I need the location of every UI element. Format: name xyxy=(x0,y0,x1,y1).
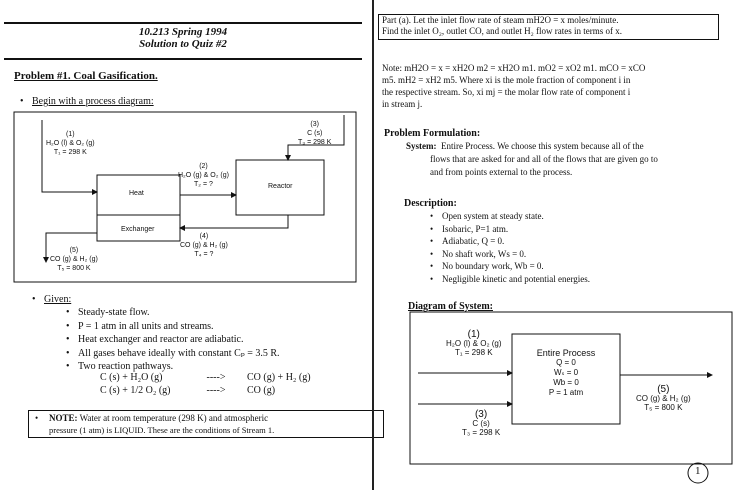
stream2-num: (2) xyxy=(199,163,208,170)
sys-stream3-label xyxy=(462,410,500,437)
system-diagram xyxy=(372,0,748,490)
sys-s1-num: (1) xyxy=(467,329,480,340)
reaction2-rhs: CO (g) xyxy=(247,385,276,396)
heat-label: Heat xyxy=(129,190,144,197)
stream3-label xyxy=(298,120,331,147)
entire-process-label xyxy=(512,348,620,398)
entire-process-wb: Wb = 0 xyxy=(553,378,579,387)
reaction1-arrow: ----> xyxy=(206,372,226,383)
bullet-icon: • xyxy=(35,413,39,423)
sys-s3-num: (3) xyxy=(474,409,488,420)
problem-title: Problem #1. Coal Gasification. xyxy=(14,70,158,82)
stream3-comp: C (s) xyxy=(307,130,323,137)
description-item: • No shaft work, Ws = 0. xyxy=(442,248,590,261)
stream5-temp: T₅ = 800 K xyxy=(57,265,91,272)
given-label: Given: xyxy=(44,294,72,305)
sys-s5-num: (5) xyxy=(657,384,670,395)
begin-diagram-label: Begin with a process diagram: xyxy=(32,96,154,107)
stream3-num: (3) xyxy=(310,121,319,128)
stream2-temp: T₂ = ? xyxy=(194,181,213,188)
entire-process-q: Q = 0 xyxy=(556,358,576,367)
stream5-comp: CO (g) & H₂ (g) xyxy=(50,256,98,263)
stream1-temp: T₁ = 298 K xyxy=(53,149,87,156)
note-block-line3: the respective stream. So, xi mj = the molar flow rate of component i xyxy=(382,87,631,97)
note-line2: pressure (1 atm) is LIQUID. These are the conditions of Stream 1. xyxy=(49,425,275,435)
given-item: • All gases behave ideally with constant Cₚ = 3.5 R. xyxy=(78,347,280,361)
reaction2-arrow: ----> xyxy=(206,385,226,396)
note-box xyxy=(28,410,384,438)
note-block-line4: in stream j. xyxy=(382,99,423,109)
stream1-comp: H₂O (l) & O₂ (g) xyxy=(46,140,95,147)
reaction1-rhs: CO (g) + H₂ (g) xyxy=(247,372,311,383)
exchanger-label: Exchanger xyxy=(121,226,155,233)
reaction1-lhs: C (s) + H₂O (g) xyxy=(100,372,163,383)
stream2-comp: H₂O (g) & O₂ (g) xyxy=(178,172,229,179)
description-title: Description: xyxy=(404,198,457,209)
given-item: • Steady-state flow. xyxy=(78,306,280,320)
stream4-label xyxy=(180,232,228,259)
note-block-line1: Note: mH2O = x = xH2O m2 = xH2O m1. mO2 = xO2 m1. mCO = xCO xyxy=(382,63,646,73)
description-item: • No boundary work, Wb = 0. xyxy=(442,260,590,273)
entire-process-ws: Wₛ = 0 xyxy=(553,368,579,377)
system-diagram-title: Diagram of System: xyxy=(408,301,493,312)
note-line1: Water at room temperature (298 K) and atmospheric xyxy=(79,413,269,423)
header-title: Solution to Quiz #2 xyxy=(139,38,227,50)
entire-process-p: P = 1 atm xyxy=(548,388,584,397)
reaction-2 xyxy=(100,385,275,396)
part-a-line2: Find the inlet O₂, outlet CO, and outlet H₂ flow rates in terms of x. xyxy=(382,26,622,36)
description-item: • Open system at steady state. xyxy=(442,210,590,223)
description-item: • Isobaric, P=1 atm. xyxy=(442,223,590,236)
stream1-num: (1) xyxy=(66,131,75,138)
reactor-label: Reactor xyxy=(268,183,293,190)
reaction-1 xyxy=(100,372,311,383)
sys-s3-comp: C (s) xyxy=(472,419,490,428)
header-course: 10.213 Spring 1994 xyxy=(138,26,228,38)
formulation-title: Problem Formulation: xyxy=(384,128,481,139)
system-text3: and from points external to the process. xyxy=(430,167,573,177)
given-item: • P = 1 atm in all units and streams. xyxy=(78,320,280,334)
system-label: System: xyxy=(406,141,437,151)
system-text1: Entire Process. We choose this system because all of the xyxy=(441,141,644,151)
description-item: • Adiabatic, Q = 0. xyxy=(442,235,590,248)
given-heading xyxy=(44,294,71,305)
sys-stream1-label xyxy=(446,330,502,357)
stream4-temp: T₄ = ? xyxy=(194,251,214,258)
stream5-num: (5) xyxy=(69,247,79,254)
note-label: NOTE: xyxy=(49,413,78,423)
stream1-label xyxy=(46,130,95,157)
system-text2: flows that are asked for and all of the flows that are given go to xyxy=(430,154,658,164)
reaction2-lhs: C (s) + 1/2 O₂ (g) xyxy=(100,385,171,396)
stream-4-line xyxy=(180,215,288,228)
stream3-temp: T₃ = 298 K xyxy=(298,139,332,146)
given-item: • Heat exchanger and reactor are adiabatic. xyxy=(78,333,280,347)
sys-stream5-label xyxy=(636,385,691,412)
stream2-label xyxy=(178,162,229,189)
given-item: • Two reaction pathways. xyxy=(78,360,280,374)
stream5-label xyxy=(50,246,98,273)
sys-s5-temp: T₅ = 800 K xyxy=(644,403,683,412)
description-item: • Negligible kinetic and potential energies. xyxy=(442,273,590,286)
part-a-line1: Part (a). Let the inlet flow rate of steam mH2O = x moles/minute. xyxy=(382,15,619,25)
entire-process-title: Entire Process xyxy=(536,348,596,358)
stream4-num: (4) xyxy=(199,233,209,240)
page-number: 1 xyxy=(695,465,701,477)
sys-s1-comp: H₂O (l) & O₂ (g) xyxy=(446,339,502,348)
sys-s5-comp: CO (g) & H₂ (g) xyxy=(636,394,691,403)
sys-s1-temp: T₁ = 298 K xyxy=(454,348,493,357)
given-list xyxy=(78,306,280,374)
sys-s3-temp: T₃ = 298 K xyxy=(462,428,501,437)
stream4-comp: CO (g) & H₂ (g) xyxy=(180,242,228,249)
note-block-line2: m5. mH2 = xH2 m5. Where xi is the mole fraction of component i in xyxy=(382,75,631,85)
